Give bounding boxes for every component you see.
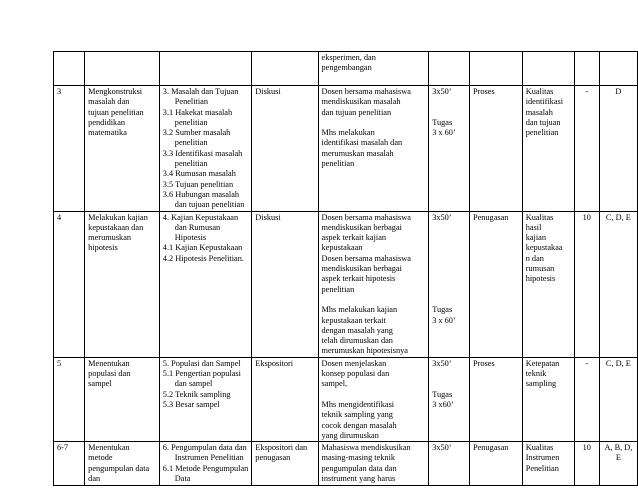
cell-penilaian (469, 442, 522, 486)
text-line: dan sampel (174, 379, 213, 389)
reference: C, D, E (605, 212, 631, 222)
cell-materi (159, 442, 252, 486)
text-line: n dan (525, 253, 544, 263)
text-line: eksperimen, dan (321, 53, 376, 62)
text-line: konsep populasi dan (321, 369, 390, 379)
cell-no (54, 442, 85, 486)
cell-materi (159, 357, 252, 441)
text-line: matematika (88, 128, 127, 138)
cell-bobot (574, 442, 599, 486)
text-line: kepustakaa (525, 243, 563, 253)
text-line: identifikasi (525, 97, 564, 107)
text-line: Instrumen Penelitian (174, 453, 244, 463)
text-line: Dosen bersama mahasiswa (321, 212, 411, 222)
assessment-type: Proses (472, 358, 495, 368)
text-line: Mahasiswa mendiskusikan (321, 443, 411, 453)
cell-no (54, 86, 85, 212)
assessment-type: Proses (472, 87, 495, 96)
text-line: 3.2 Sumber masalah (162, 128, 231, 138)
weight: - (585, 358, 589, 368)
text-line: masalah dan (88, 97, 130, 107)
text-line: instrument yang harus (321, 473, 396, 483)
text-line: hasil (525, 222, 542, 232)
text-line: merumuskan (88, 233, 132, 243)
cell-pengalaman (318, 86, 429, 212)
cell-indikator (522, 52, 574, 86)
text-line: Kualitas (525, 443, 554, 453)
text-line: sampel, (321, 379, 348, 389)
text-line: sampel (88, 379, 112, 389)
text-line: pendidikan (88, 117, 126, 127)
cell-indikator (522, 442, 574, 486)
text-line: Dosen bersama mahasiswa (321, 87, 411, 96)
spacer (432, 243, 466, 264)
cell-waktu (429, 211, 470, 357)
text-line: Diskusi (255, 212, 281, 222)
cell-no (54, 52, 85, 86)
text-line: pengembangan (321, 63, 372, 73)
row-number: 5 (57, 358, 62, 368)
cell-indikator (522, 357, 574, 441)
cell-pengalaman (318, 211, 429, 357)
text-line: merumuskan hipotesisnya (321, 346, 408, 356)
cell-indikator (522, 211, 574, 357)
spacer (432, 97, 466, 118)
text-line: penelitian (174, 117, 208, 127)
text-line: Kualitas (525, 87, 554, 96)
text-line: Kualitas (525, 212, 554, 222)
text-line: Mhs melakukan (321, 128, 375, 138)
text-line: 3x50’ (432, 87, 452, 96)
cell-referensi (599, 442, 637, 486)
text-line: Ekspositori dan (255, 443, 308, 453)
text-line: Menentukan (88, 443, 130, 453)
cell-penilaian (469, 86, 522, 212)
text-line: 6. Pengumpulan data dan (162, 443, 247, 453)
text-line: hipotesis (525, 274, 556, 284)
cell-metode (252, 52, 318, 86)
text-line: sampling (525, 379, 557, 389)
cell-penilaian (469, 211, 522, 357)
cell-bobot (574, 211, 599, 357)
cell-pengalaman (318, 442, 429, 486)
text-line: 4.1 Kajian Kepustakaan (162, 243, 243, 253)
cell-pengalaman (318, 52, 429, 86)
text-line: populasi dan (88, 369, 131, 379)
cell-kemampuan (85, 442, 160, 486)
weight: - (585, 87, 589, 96)
text-line: yang dirumuskan (321, 430, 379, 440)
cell-materi (159, 52, 252, 86)
cell-pengalaman (318, 357, 429, 441)
text-line: masing-masing teknik (321, 453, 396, 463)
assessment-type: Penugasan (472, 443, 509, 453)
cell-waktu (429, 52, 470, 86)
table-row (54, 52, 638, 86)
cell-referensi (599, 357, 637, 441)
cell-no (54, 211, 85, 357)
text-line: Mengkonstruksi (88, 87, 143, 96)
text-line: penugasan (255, 453, 291, 463)
text-line: Diskusi (255, 87, 281, 96)
spacer (432, 264, 466, 285)
text-line: 5.3 Besar sampel (162, 399, 220, 409)
text-line: dan (88, 473, 101, 483)
text-line: mendiskusikan berbagai (321, 222, 402, 232)
text-line: dengan masalah yang (321, 325, 393, 335)
cell-kemampuan (85, 52, 160, 86)
table-row (54, 211, 638, 357)
text-line: tujuan penelitian (88, 107, 144, 117)
text-line: 3 x60’ (432, 399, 454, 409)
text-line: mendiskusikan berbagai (321, 264, 402, 274)
text-line: masalah (525, 107, 553, 117)
cell-waktu (429, 357, 470, 441)
text-line: 3.4 Rumusan masalah (162, 169, 236, 179)
text-line: Instrumen (525, 453, 560, 463)
cell-metode (252, 442, 318, 486)
spacer (322, 390, 426, 400)
text-line: 3x50’ (432, 358, 452, 368)
text-line: kepustakaan (321, 243, 363, 253)
text-line: teknik (525, 369, 547, 379)
text-line: 3x50’ (432, 443, 452, 453)
text-line: dan Rumusan (174, 222, 221, 232)
row-number: 6-7 (57, 443, 69, 453)
reference: D (615, 87, 622, 96)
cell-bobot (574, 86, 599, 212)
reference: A, B, D, E (604, 443, 633, 463)
text-line: Mhs melakukan kajian (321, 305, 398, 315)
text-line: dan tujuan penelitian (174, 200, 245, 210)
text-line: penelitian (321, 284, 355, 294)
text-line: cocok dengan masalah (321, 420, 397, 430)
text-line: 3x50’ (432, 212, 452, 222)
text-line: merumuskan masalah (321, 148, 394, 158)
text-line: 3 x 60’ (432, 315, 456, 325)
cell-referensi (599, 86, 637, 212)
text-line: Penelitian (525, 463, 559, 473)
cell-kemampuan (85, 357, 160, 441)
cell-penilaian (469, 52, 522, 86)
cell-kemampuan (85, 86, 160, 212)
text-line: kepustakaan terkait (321, 315, 386, 325)
text-line: Tugas (432, 117, 453, 127)
cell-referensi (599, 52, 637, 86)
table-row (54, 442, 638, 486)
text-line: 3.5 Tujuan penelitian (162, 179, 234, 189)
text-line: 6.1 Metode Pengumpulan (162, 463, 249, 473)
text-line: 4.2 Hipotesis Penelitian. (162, 253, 244, 263)
text-line: dan tujuan (525, 117, 561, 127)
table-row (54, 357, 638, 441)
text-line: Menentukan (88, 358, 130, 368)
text-line: mendiskusikan masalah (321, 97, 401, 107)
cell-penilaian (469, 357, 522, 441)
text-line: 3 x 60’ (432, 128, 456, 138)
text-line: Dosen menjelaskan (321, 358, 387, 368)
cell-bobot (574, 52, 599, 86)
text-line: Tugas (432, 389, 453, 399)
text-line: pengumpulan data (88, 463, 150, 473)
text-line: Ekspositori (255, 358, 294, 368)
cell-materi (159, 86, 252, 212)
text-line: telah dirumuskan dan (321, 336, 393, 346)
spacer (322, 295, 426, 305)
text-line: kajian (525, 233, 546, 243)
text-line: penelitian (321, 159, 355, 169)
spacer (432, 285, 466, 306)
text-line: 5.1 Pengertian populasi (162, 369, 241, 379)
text-line: penelitian (174, 138, 208, 148)
text-line: 4. Kajian Kepustakaan (162, 212, 239, 222)
text-line: Data (174, 473, 191, 483)
text-line: 3.3 Identifikasi masalah (162, 148, 243, 158)
weight: 10 (582, 443, 591, 453)
cell-waktu (429, 86, 470, 212)
row-number: 3 (57, 87, 62, 96)
text-line: dan tujuan penelitian (321, 107, 392, 117)
reference: C, D, E (605, 358, 631, 368)
cell-waktu (429, 442, 470, 486)
text-line: 5.2 Teknik sampling (162, 389, 231, 399)
text-line: aspek terkait hipotesis (321, 274, 396, 284)
cell-indikator (522, 86, 574, 212)
cell-metode (252, 211, 318, 357)
spacer (322, 118, 426, 128)
spacer (432, 223, 466, 244)
text-line: Mhs mengidentifikasi (321, 399, 395, 409)
text-line: aspek terkait kajian (321, 233, 387, 243)
text-line: 5. Populasi dan Sampel (162, 358, 241, 368)
text-line: rumusan (525, 264, 555, 274)
text-line: penelitian (174, 159, 208, 169)
cell-metode (252, 86, 318, 212)
cell-bobot (574, 357, 599, 441)
text-line: penelitian (525, 128, 559, 138)
text-line: 3.1 Hakekat masalah (162, 107, 233, 117)
cell-materi (159, 211, 252, 357)
text-line: Hipotesis (174, 233, 207, 243)
text-line: Dosen bersama mahasiswa (321, 253, 411, 263)
text-line: Penelitian (174, 97, 208, 107)
text-line: kepustakaan dan (88, 222, 144, 232)
text-line: Tugas (432, 305, 453, 315)
text-line: Melakukan kajian (88, 212, 148, 222)
text-line: 3. Masalah dan Tujuan (162, 87, 239, 96)
text-line: 3.6 Hubungan masalah (162, 189, 240, 199)
text-line: teknik sampling yang (321, 410, 393, 420)
text-line: identifikasi masalah dan (321, 138, 403, 148)
cell-no (54, 357, 85, 441)
assessment-type: Penugasan (472, 212, 509, 222)
cell-referensi (599, 211, 637, 357)
cell-kemampuan (85, 211, 160, 357)
text-line: Ketepatan (525, 358, 560, 368)
spacer (432, 369, 466, 390)
course-plan-table (53, 51, 638, 486)
text-line: hipotesis (88, 243, 118, 253)
table-row (54, 86, 638, 212)
row-number: 4 (57, 212, 62, 222)
text-line: pengumpulan data dan (321, 463, 397, 473)
text-line: metode (88, 453, 113, 463)
cell-metode (252, 357, 318, 441)
weight: 10 (582, 212, 591, 222)
